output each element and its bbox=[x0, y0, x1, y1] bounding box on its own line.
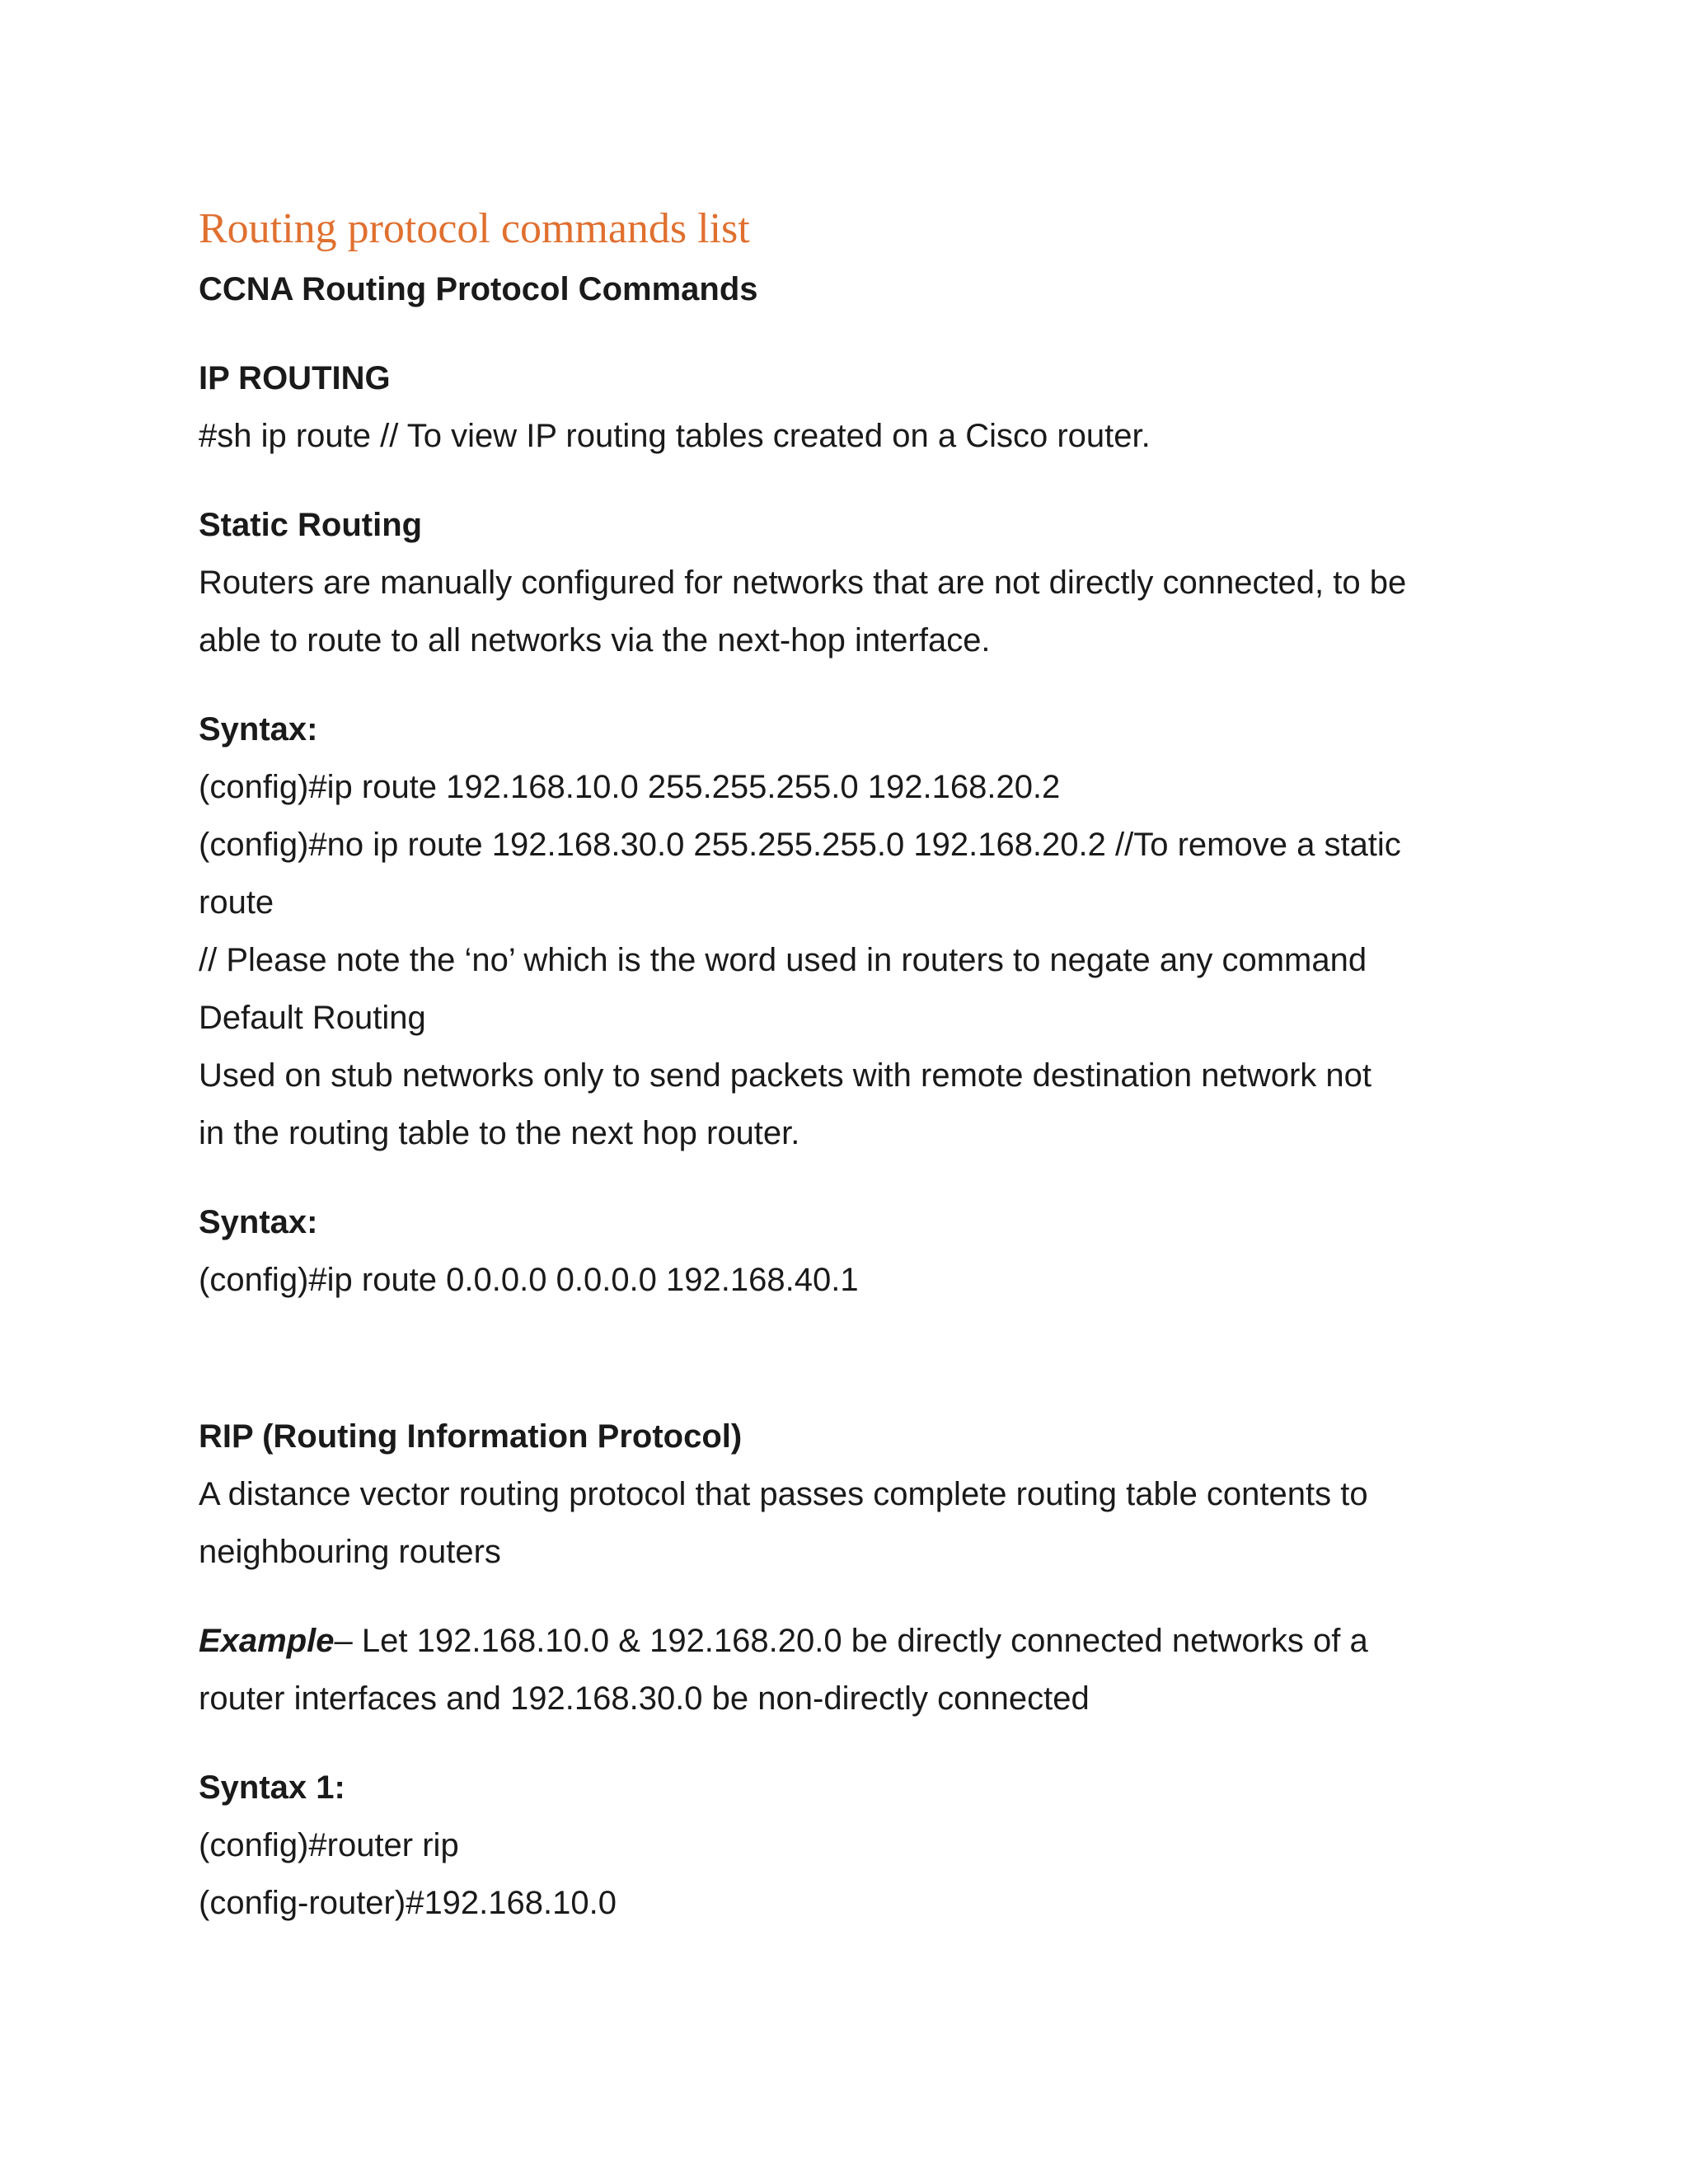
document-subtitle: CCNA Routing Protocol Commands bbox=[199, 271, 758, 307]
note-line: // Please note the ‘no’ which is the word used in routers to negate any command bbox=[199, 942, 1367, 978]
command-line: (config)#no ip route 192.168.30.0 255.255.255.0 192.168.20.2 //To remove a static bbox=[199, 827, 1401, 863]
section-ip-routing bbox=[199, 349, 1517, 465]
section-example bbox=[199, 1612, 1517, 1727]
command-line: (config)#ip route 192.168.10.0 255.255.255.0 192.168.20.2 bbox=[199, 769, 1061, 805]
spacer bbox=[199, 1309, 1517, 1408]
spacer bbox=[199, 669, 1517, 701]
paragraph-line: Routers are manually configured for networks that are not directly connected, to be bbox=[199, 565, 1407, 601]
section-static-syntax bbox=[199, 701, 1517, 1162]
command-line: (config)#ip route 0.0.0.0 0.0.0.0 192.168.40.1 bbox=[199, 1262, 859, 1298]
example-text: – Let 192.168.10.0 & 192.168.20.0 be directly connected networks of a bbox=[334, 1623, 1368, 1659]
spacer bbox=[199, 1727, 1517, 1759]
document-title: Routing protocol commands list bbox=[199, 205, 750, 252]
section-heading: IP ROUTING bbox=[199, 360, 391, 396]
spacer bbox=[199, 465, 1517, 496]
subheading-line: Default Routing bbox=[199, 1000, 426, 1036]
paragraph-line: A distance vector routing protocol that passes complete routing table contents to bbox=[199, 1476, 1368, 1512]
section-default-syntax bbox=[199, 1193, 1517, 1309]
section-static-routing bbox=[199, 496, 1517, 669]
spacer bbox=[199, 1581, 1517, 1612]
document-page bbox=[199, 198, 1517, 1932]
section-heading: RIP (Routing Information Protocol) bbox=[199, 1418, 743, 1455]
section-rip-syntax bbox=[199, 1759, 1517, 1932]
syntax-heading: Syntax: bbox=[199, 1204, 318, 1240]
section-heading: Static Routing bbox=[199, 507, 423, 543]
example-line: router interfaces and 192.168.30.0 be non-directly connected bbox=[199, 1680, 1090, 1717]
command-line: (config)#router rip bbox=[199, 1827, 459, 1863]
paragraph-line: Used on stub networks only to send packets with remote destination network not bbox=[199, 1057, 1372, 1094]
section-rip bbox=[199, 1408, 1517, 1581]
command-line: route bbox=[199, 884, 274, 921]
example-line bbox=[199, 1612, 1517, 1670]
command-line: #sh ip route // To view IP routing tables created on a Cisco router. bbox=[199, 418, 1151, 454]
command-line: (config-router)#192.168.10.0 bbox=[199, 1885, 617, 1921]
spacer bbox=[199, 318, 1517, 349]
example-label: Example bbox=[199, 1623, 335, 1659]
syntax-heading: Syntax 1: bbox=[199, 1769, 345, 1806]
syntax-heading: Syntax: bbox=[199, 711, 318, 748]
paragraph-line: neighbouring routers bbox=[199, 1534, 501, 1570]
paragraph-line: in the routing table to the next hop router. bbox=[199, 1115, 800, 1151]
spacer bbox=[199, 1162, 1517, 1193]
paragraph-line: able to route to all networks via the next-hop interface. bbox=[199, 622, 991, 658]
